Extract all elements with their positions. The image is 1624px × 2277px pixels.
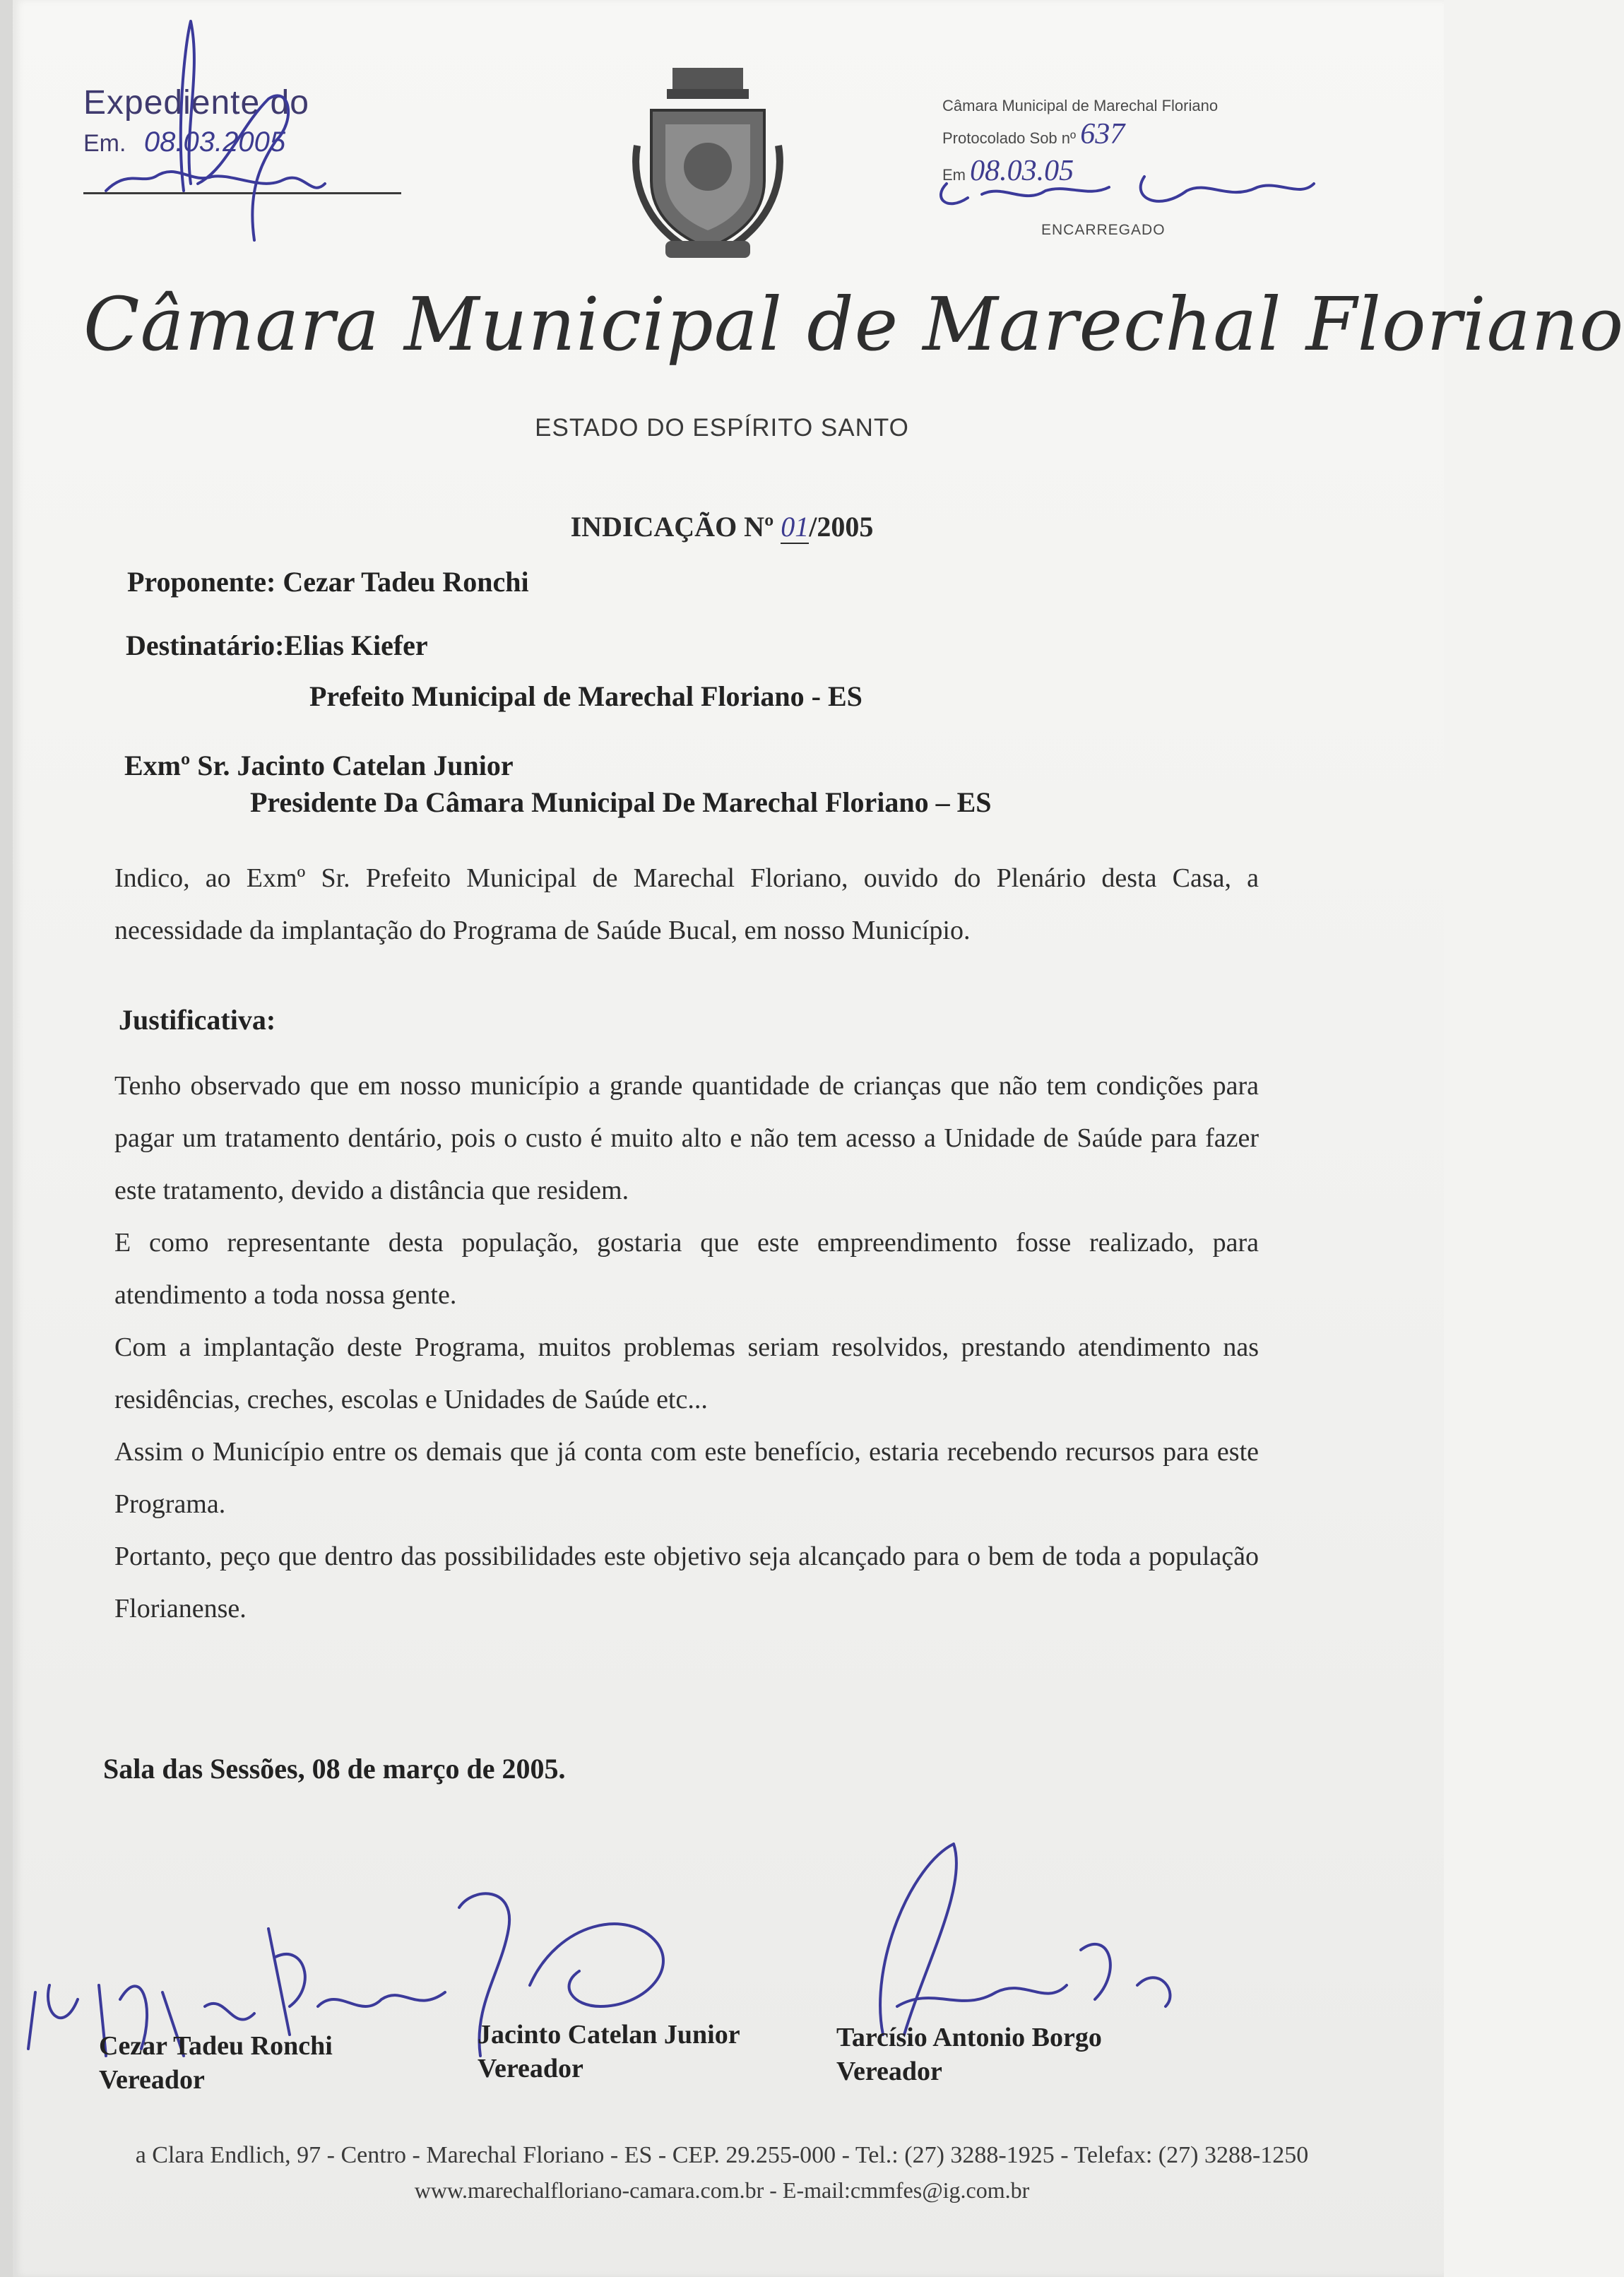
exmo-title: Presidente Da Câmara Municipal De Marechal Floriano – ES — [250, 786, 992, 818]
signature-3-name: Tarcísio Antonio Borgo — [836, 2023, 1102, 2052]
state-name: ESTADO DO ESPÍRITO SANTO — [535, 414, 909, 442]
protocolo-date-label: Em — [942, 166, 966, 184]
footer-web: www.marechalfloriano-camara.com.br - E-mail:cmmfes@ig.com.br — [414, 2177, 1030, 2203]
signature-block-1 — [99, 2029, 333, 2097]
protocolo-org: Câmara Municipal de Marechal Floriano — [942, 97, 1219, 114]
destinatario-label: Destinatário: — [126, 629, 285, 661]
intro-paragraph: Indico, ao Exmº Sr. Prefeito Municipal de Marechal Floriano, ouvido do Plenário desta Casa, a necessidade da implantação do Programa de Saúde Bucal, em nosso Município. — [114, 863, 1259, 945]
expediente-handwritten-signature — [78, 7, 410, 276]
signature-1-name: Cezar Tadeu Ronchi — [99, 2031, 333, 2061]
closing-line: Sala das Sessões, 08 de março de 2005. — [103, 1753, 566, 1785]
protocolo-number — [942, 116, 1218, 153]
justificativa-label: Justificativa: — [119, 1004, 276, 1036]
exmo-name: Exmº Sr. Jacinto Catelan Junior — [124, 750, 514, 781]
proponente-label: Proponente: — [127, 566, 276, 598]
organization-name: Câmara Municipal de Marechal Floriano — [83, 281, 1624, 367]
signature-2-role: Vereador — [478, 2054, 583, 2083]
indicacao-suffix: /2005 — [809, 511, 874, 543]
protocolo-handwritten-signature — [918, 155, 1328, 219]
justificativa-paragraph-5: Portanto, peço que dentro das possibilidades este objetivo seja alcançado para o bem de toda a população Florianense. — [114, 1542, 1259, 1624]
signature-block-3 — [836, 2021, 1102, 2088]
destinatario-name: Elias Kiefer — [284, 629, 428, 661]
justificativa-paragraph-2: E como representante desta população, gostaria que este empreendimento fosse realizado, para atendimento a toda nossa gente. — [114, 1228, 1259, 1310]
expediente-date-value: 08.03.2005 — [143, 126, 286, 158]
justificativa-paragraph-4: Assim o Município entre os demais que já conta com este benefício, estaria recebendo recursos para este Programa. — [114, 1437, 1259, 1519]
page-edge — [0, 0, 13, 2277]
protocolo-date-value: 08.03.05 — [970, 155, 1074, 187]
coat-of-arms-icon — [623, 61, 793, 273]
expediente-title: Expediente do — [83, 84, 309, 122]
indicacao-number: 01 — [781, 511, 810, 543]
protocolo-encarregado: ENCARREGADO — [1041, 221, 1166, 238]
indicacao-title — [0, 510, 1444, 543]
indicacao-prefix: INDICAÇÃO Nº — [570, 511, 774, 543]
signature-2-name: Jacinto Catelan Junior — [478, 2020, 740, 2050]
expediente-date-label: Em. — [83, 130, 126, 157]
protocolo-number-label: Protocolado Sob nº — [942, 129, 1077, 147]
justificativa-paragraph-3: Com a implantação deste Programa, muitos problemas seriam resolvidos, prestando atendimento nas residências, creches, escolas e Unidades de Saúde etc... — [114, 1332, 1259, 1414]
justificativa-paragraph-1: Tenho observado que em nosso município a grande quantidade de crianças que não tem condições para pagar um tratamento dentário, pois o custo é muito alto e não tem acesso a Unidade de Saúde para fazer este tratamento, devido a distância que residem. — [114, 1071, 1259, 1205]
signature-3-role: Vereador — [836, 2057, 942, 2086]
proponente — [127, 565, 529, 598]
footer-address: a Clara Endlich, 97 - Centro - Marechal Floriano - ES - CEP. 29.255-000 - Tel.: (27) 3288-1925 - Telefax: (27) 3288-1250 — [135, 2142, 1309, 2168]
signature-1-role: Vereador — [99, 2065, 205, 2095]
destinatario — [126, 629, 428, 662]
protocolo-number-value: 637 — [1080, 117, 1125, 150]
destinatario-title: Prefeito Municipal de Marechal Floriano - ES — [309, 680, 863, 712]
proponente-name: Cezar Tadeu Ronchi — [283, 566, 529, 598]
signature-block-2 — [478, 2018, 740, 2086]
